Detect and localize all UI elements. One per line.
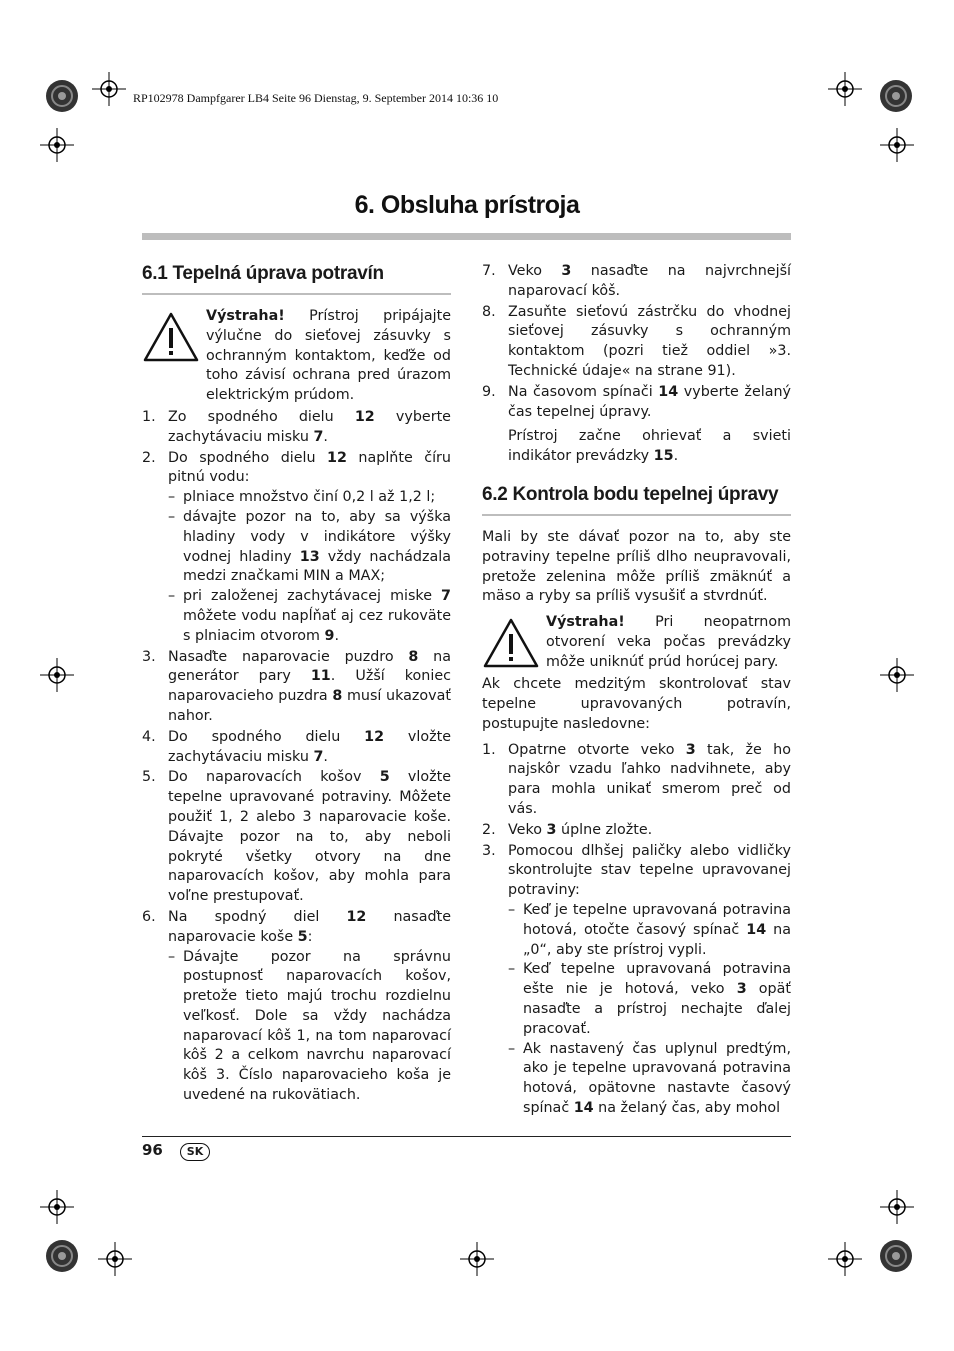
step-note: Prístroj začne ohrievať a svieti indikátor prevádzky 15. [508, 428, 791, 465]
list-item: 3. Pomocou dlhšej paličky alebo vidličky skontrolujte stav tepelne upravovanej potraviny: – Keď je tepelne upravovaná potravina hotová, otočte časový spínač 14 na „0“, aby ste prístroj vypli. – Keď tepelne upravovaná potravina ešte nie je hotová, veko 3 opäť nasaďte a prístroj nechajte ďalej pracovať. – Ak nastavený čas uplynul predtým, ako je tepelne upravovaná potravina hotová, opätovne nastavte časový spínač 14 na želaný čas, aby mohol [482, 842, 791, 1119]
crosshair-mark-left-middle [40, 658, 74, 696]
warning-text: Prístroj pripájajte výlučne do sieťovej zásuvky s ochranným kontaktom, keďže od toho závisí ochrana pred úrazom elektrickým prúdom. [206, 308, 451, 404]
list-item: 9. Na časovom spínači 14 vyberte želaný čas tepelnej úpravy. [482, 383, 791, 420]
list-item: 5. Do naparovacích košov 5 vložte tepelne upravované potraviny. Môžete použiť 1, 2 alebo 3 naparovacie koše. Dávajte pozor na to, aby neboli pokryté všetky otvory na dne naparovacích košov, aby mohla para voľne prestupovať. [142, 769, 451, 905]
print-header: RP102978 Dampfgarer LB4 Seite 96 Dienstag, 9. September 2014 10:36 10 [133, 91, 499, 105]
left-column [142, 262, 451, 1107]
crosshair-mark-right-middle [880, 658, 914, 696]
right-column [482, 262, 791, 1120]
list-item: 6. Na spodný diel 12 nasaďte naparovacie koše 5: – Dávajte pozor na správnu postupnosť naparovacích košov, pretože tieto majú trochu rozdielnu veľkosť. Dole sa vždy nachádza naparovací kôš 1, na tom naparovací kôš 2 a celkom navrchu naparovací kôš 3. Číslo naparovacieho koša je uvedené na rukovätiach. [142, 908, 451, 1106]
crosshair-mark-top-left [92, 72, 126, 110]
registration-mark-bottom-left [42, 1236, 82, 1280]
warning-block [482, 613, 791, 673]
crosshair-mark-bottom-left [98, 1242, 132, 1280]
sub-list-item: – Ak nastavený čas uplynul predtým, ako je tepelne upravovaná potravina hotová, opätovne nastavte časový spínač 14 na želaný čas, aby mohol [508, 1040, 791, 1116]
sub-list-item: – Dávajte pozor na správnu postupnosť naparovacích košov, pretože tieto majú trochu rozdielnu veľkosť. Dole sa vždy nachádza naparovací kôš 1, na tom naparovací kôš 2 a celkom navrchu naparovací kôš 3. Číslo naparovacieho koša je uvedené na rukovätiach. [168, 948, 451, 1104]
crosshair-mark-right-upper [880, 128, 914, 166]
page-title: 6. Obsluha prístroja [354, 191, 580, 219]
warning-triangle-icon [482, 617, 540, 669]
list-item: 3. Nasaďte naparovacie puzdro 8 na generátor pary 11. Užší koniec naparovacieho puzdra 8 musí ukazovať nahor. [142, 648, 452, 724]
lead-paragraph: Ak chcete medzitým skontrolovať stav tepelne upravovaných potravín, postupujte nasledovne: [482, 676, 791, 732]
section-heading-6-1: 6.1 Tepelná úprava potravín [142, 262, 451, 295]
language-badge: SK [180, 1143, 210, 1161]
sub-list-item: – Keď je tepelne upravovaná potravina hotová, otočte časový spínač 14 na „0“, aby ste prístroj vypli. [508, 901, 791, 958]
crosshair-mark-right-lower [880, 1190, 914, 1228]
registration-mark-top-right [876, 76, 916, 120]
page-number: 96 [142, 1141, 163, 1159]
sub-list-item: – dávajte pozor na to, aby sa výška hladiny vody v indikátore výšky vodnej hladiny 13 vždy nachádzala medzi značkami MIN a MAX; [168, 508, 451, 585]
title-rule [142, 233, 791, 240]
warning-label: Výstraha! [546, 614, 625, 631]
list-item: 4. Do spodného dielu 12 vložte zachytávaciu misku 7. [142, 728, 452, 765]
registration-mark-bottom-right [876, 1236, 916, 1280]
crosshair-mark-bottom-center [460, 1242, 494, 1280]
list-item: 1. Opatrne otvorte veko 3 tak, že ho najskôr vzadu ľahko nadvihnete, aby para mohla unikať smerom preč od vás. [482, 741, 791, 817]
intro-paragraph: Mali by ste dávať pozor na to, aby ste potraviny tepelne príliš dlho neupravovali, pretože zelenina môže príliš zmäknúť a mäso a ryby sa príliš vysušiť a stvrdnúť. [482, 528, 791, 605]
list-item: 7. Veko 3 nasaďte na najvrchnejší naparovací kôš. [482, 263, 791, 299]
list-item: 2. Veko 3 úplne zložte. [482, 821, 653, 838]
warning-block [142, 307, 451, 406]
registration-mark-top-left [42, 76, 82, 120]
list-item: 8. Zasuňte sieťovú zástrčku do vhodnej sieťovej zásuvky s ochranným kontaktom (pozri tiež oddiel »3. Technické údaje« na strane 91). [482, 303, 791, 379]
list-item: 1. Zo spodného dielu 12 vyberte zachytávaciu misku 7. [142, 408, 451, 445]
crosshair-mark-left-lower [40, 1190, 74, 1228]
crosshair-mark-bottom-right [828, 1242, 862, 1280]
section-heading-6-2: 6.2 Kontrola bodu tepelnej úpravy [482, 483, 791, 516]
footer-rule [142, 1136, 791, 1137]
crosshair-mark-top-right [828, 72, 862, 110]
warning-label: Výstraha! [206, 308, 285, 324]
list-item: 2. Do spodného dielu 12 naplňte číru pitnú vodu: – plniace množstvo činí 0,2 l až 1,2 l; – dávajte pozor na to, aby sa výška hladiny vody v indikátore výšky vodnej hladiny 13 vždy nachádzala medzi značkami MIN a MAX; – pri založenej zachytávacej miske 7 môžete vodu napĺňať aj cez rukoväte s plniacim otvorom 9. [142, 449, 451, 647]
crosshair-mark-left-upper [40, 128, 74, 166]
sub-list-item: – plniace množstvo činí 0,2 l až 1,2 l; [168, 489, 436, 506]
sub-list-item: – pri založenej zachytávacej miske 7 môžete vodu napĺňať aj cez rukoväte s plniacim otvorom 9. [168, 588, 451, 644]
warning-text: Pri neopatrnom otvorení veka počas prevádzky môže uniknúť prúd horúcej pary. [546, 614, 791, 670]
sub-list-item: – Keď tepelne upravovaná potravina ešte nie je hotová, veko 3 opäť nasaďte a prístroj nechajte ďalej pracovať. [508, 961, 791, 1037]
warning-triangle-icon [142, 311, 200, 363]
